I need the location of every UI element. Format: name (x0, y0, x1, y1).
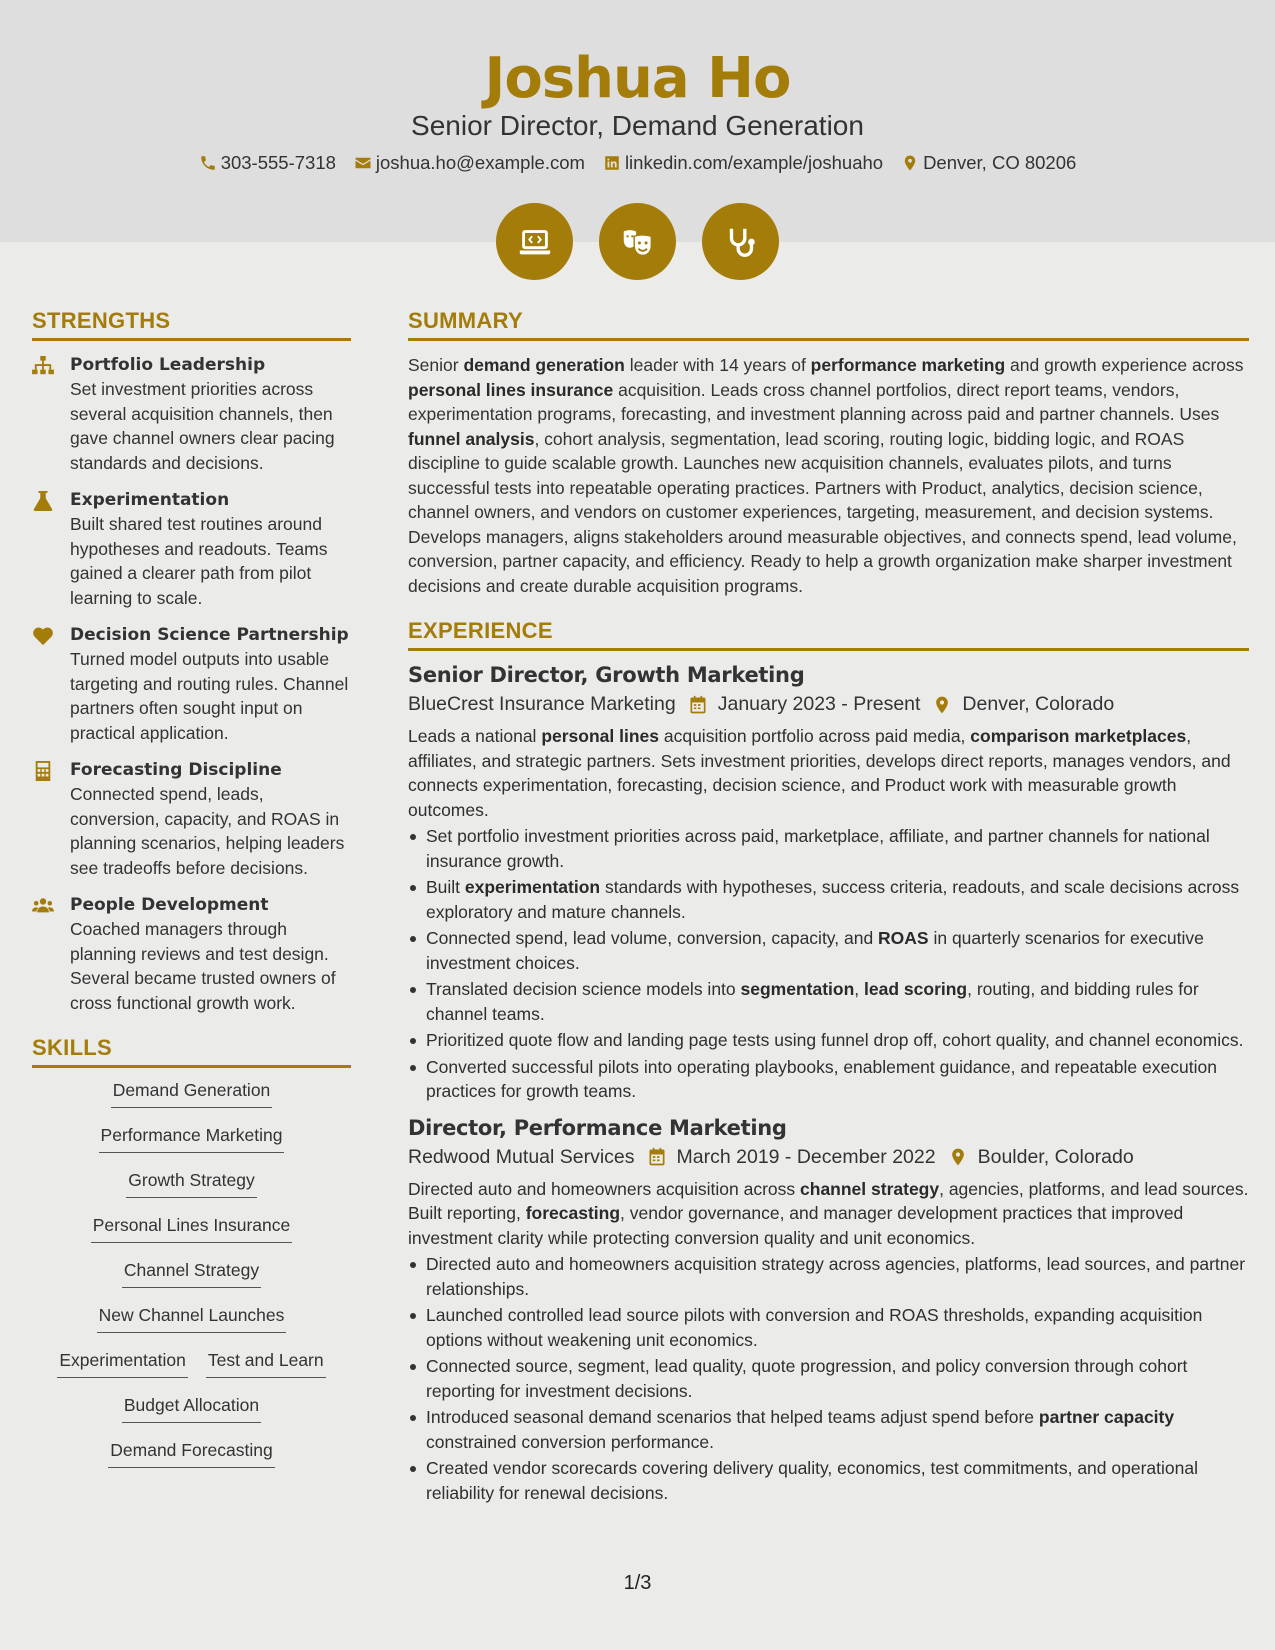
text-run: in quarterly scenarios for executive investment choices. (426, 928, 1204, 973)
strength-item (32, 758, 351, 880)
heart-icon (32, 626, 54, 646)
text-run: acquisition portfolio across paid media, (659, 726, 971, 746)
contact-bar (0, 152, 1275, 174)
job-title: Senior Director, Growth Marketing (408, 663, 805, 687)
strength-text: Coached managers through planning reviews and test design. Several became trusted owners of cross functional growth work. (70, 919, 336, 1013)
skill-tag: New Channel Launches (97, 1305, 287, 1333)
text-run: standards with hypotheses, success criteria, readouts, and scale decisions across exploratory and mature channels. (426, 877, 1240, 922)
skill-tag: Demand Generation (111, 1080, 273, 1108)
skill-row (32, 1080, 351, 1125)
calendar-icon (647, 1147, 667, 1167)
job-bullet (408, 875, 1249, 924)
linkedin-icon (603, 154, 621, 172)
text-run: Directed auto and homeowners acquisition across (408, 1178, 801, 1199)
skill-tag: Experimentation (57, 1350, 187, 1378)
strength-item (32, 893, 351, 1015)
bold-keyword: demand generation (463, 355, 625, 375)
strength-title: Experimentation (70, 490, 230, 510)
laptop-code-icon (516, 223, 554, 261)
strength-text: Turned model outputs into usable targeting and routing rules. Channel partners often sought input on practical application. (70, 649, 349, 743)
bold-keyword: performance marketing (810, 355, 1006, 375)
job-dates (647, 1146, 936, 1169)
skill-tag: Test and Learn (206, 1350, 326, 1378)
calculator-icon (32, 761, 54, 781)
text-run: , routing, and bidding rules for channel teams. (426, 979, 1199, 1024)
strength-text: Set investment priorities across several acquisition channels, then gave channel owners clear pacing standards and decisions. (70, 379, 335, 473)
calendar-icon (688, 695, 708, 715)
skills-list (32, 1080, 351, 1485)
bold-keyword: comparison marketplaces (970, 726, 1187, 746)
job-entry (408, 661, 1249, 1104)
job-description (408, 724, 1249, 822)
contact-phone[interactable] (199, 152, 336, 174)
text-run: Prioritized quote flow and landing page tests using funnel drop off, cohort quality, and channel economics. (426, 1030, 1244, 1050)
bold-keyword: personal lines (541, 726, 659, 746)
job-bullet (408, 1028, 1249, 1053)
strength-text: Built shared test routines around hypotheses and readouts. Teams gained a clearer path from pilot learning to scale. (70, 514, 328, 608)
job-bullet (408, 977, 1249, 1026)
strength-title: Decision Science Partnership (70, 625, 349, 645)
job-bullets (408, 1252, 1249, 1505)
skill-tag: Growth Strategy (126, 1170, 256, 1198)
experience-heading: EXPERIENCE (408, 618, 1249, 651)
text-run: Introduced seasonal demand scenarios that helped teams adjust spend before (426, 1407, 1039, 1427)
job-bullet (408, 1405, 1249, 1454)
people-icon (32, 896, 54, 916)
job-location-text: Denver, Colorado (962, 693, 1115, 715)
skill-row (32, 1125, 351, 1170)
candidate-title: Senior Director, Demand Generation (411, 110, 864, 141)
bold-keyword: segmentation (740, 979, 855, 999)
text-run: , affiliates, and strategic partners. Sets investment priorities, develops direct reports, manages vendors, and connects experimentation, forecasting, decision science, and Product work with measurable growth outcomes. (408, 726, 1231, 820)
bold-keyword: channel strategy (800, 1178, 940, 1199)
bold-keyword: lead scoring (864, 979, 968, 999)
text-run: Connected source, segment, lead quality, quote progression, and policy conversion through cohort reporting for investment decisions. (426, 1356, 1188, 1401)
text-run: Built (426, 877, 465, 897)
skill-row (32, 1440, 351, 1485)
job-location-text: Boulder, Colorado (977, 1145, 1134, 1168)
contact-phone-text: 303-555-7318 (220, 152, 336, 173)
job-bullet (408, 1055, 1249, 1104)
strength-title: Forecasting Discipline (70, 760, 282, 780)
text-run: , vendor governance, and manager development practices that improved investment clarity while protecting conversion quality and unit economics. (408, 1203, 1184, 1248)
job-meta (408, 693, 1249, 716)
skill-row (32, 1395, 351, 1440)
contact-email-text: joshua.ho@example.com (375, 152, 585, 173)
experience-list (408, 661, 1249, 1505)
text-run: , (854, 979, 865, 999)
strength-text: Connected spend, leads, conversion, capacity, and ROAS in planning scenarios, helping leaders see tradeoffs before decisions. (70, 784, 345, 878)
job-dates (688, 693, 921, 716)
job-meta (408, 1146, 1249, 1169)
job-bullet (408, 1354, 1249, 1403)
strength-title: Portfolio Leadership (70, 355, 266, 375)
skills-heading: SKILLS (32, 1035, 351, 1068)
company-name: BlueCrest Insurance Marketing (408, 693, 676, 715)
contact-location (901, 152, 1076, 174)
candidate-name: Joshua Ho (484, 46, 791, 111)
skill-row (32, 1170, 351, 1215)
job-bullets (408, 824, 1249, 1104)
contact-email[interactable] (354, 152, 585, 174)
phone-icon (199, 154, 217, 172)
location-icon (932, 695, 952, 715)
skill-tag: Channel Strategy (122, 1260, 261, 1288)
theater-masks-icon (619, 223, 657, 261)
job-entry (408, 1114, 1249, 1506)
text-run: , cohort analysis, segmentation, lead scoring, routing logic, bidding logic, and ROAS discipline to guide scalable growth. Launches new acquisition channels, evaluates pilots, and turns successful tests into repeatable operating practices. Partners with Product, analytics, decision science, channel owners, and vendors on customer experiences, targeting, measurement, and decision systems. Develops managers, aligns stakeholders around measurable objectives, and connects spend, lead volume, conversion, partner capacity, and efficiency. Ready to help a growth organization make sharper investment decisions and create durable acquisition programs. (408, 428, 1237, 596)
badge-stethoscope (702, 203, 779, 280)
bold-keyword: forecasting (525, 1203, 621, 1223)
job-bullet (408, 1456, 1249, 1505)
job-bullet (408, 1252, 1249, 1301)
text-run: Senior (408, 355, 464, 375)
text-run: constrained conversion performance. (426, 1431, 714, 1452)
job-title: Director, Performance Marketing (408, 1115, 787, 1140)
text-run: Launched controlled lead source pilots with conversion and ROAS thresholds, expanding acquisition options without weakening unit economics. (426, 1305, 1203, 1350)
text-run: Translated decision science models into (426, 979, 741, 999)
bold-keyword: ROAS (878, 928, 929, 948)
contact-location-text: Denver, CO 80206 (923, 152, 1077, 173)
text-run: Created vendor scorecards covering delivery quality, economics, test commitments, and operational reliability for renewal decisions. (426, 1458, 1198, 1503)
job-description (408, 1177, 1249, 1251)
skill-tag: Personal Lines Insurance (91, 1215, 292, 1243)
left-column (32, 308, 351, 1485)
text-run: Converted successful pilots into operating playbooks, enablement guidance, and repeatable execution practices for growth teams. (426, 1056, 1217, 1101)
job-dates-text: January 2023 - Present (717, 693, 921, 715)
strengths-heading: STRENGTHS (32, 308, 351, 341)
skill-row (32, 1215, 351, 1260)
text-run: Connected spend, lead volume, conversion, capacity, and (426, 928, 879, 948)
text-run: Directed auto and homeowners acquisition strategy across agencies, platforms, lead sources, and partner relationships. (426, 1254, 1246, 1299)
text-run: acquisition. Leads cross channel portfolios, direct report teams, vendors, experimentation programs, forecasting, and investment planning across paid and partner channels. Uses (408, 379, 1220, 424)
contact-linkedin-text: linkedin.com/example/joshuaho (624, 152, 884, 173)
bold-keyword: partner capacity (1038, 1407, 1175, 1427)
text-run: leader with 14 years of (624, 355, 811, 375)
strength-item (32, 488, 351, 610)
company-name: Redwood Mutual Services (408, 1145, 635, 1168)
badge-masks (599, 203, 676, 280)
job-bullet (408, 926, 1249, 975)
summary-text (408, 353, 1249, 598)
badge-laptop (496, 203, 573, 280)
strength-item (32, 623, 351, 745)
job-bullet (408, 1303, 1249, 1352)
job-dates-text: March 2019 - December 2022 (676, 1145, 936, 1168)
text-run: and growth experience across (1005, 355, 1244, 375)
right-column (408, 308, 1249, 1505)
skill-tag: Budget Allocation (122, 1395, 261, 1423)
org-chart-icon (32, 356, 54, 376)
email-icon (354, 154, 372, 172)
stethoscope-icon (722, 223, 760, 261)
skill-tag: Demand Forecasting (108, 1440, 274, 1468)
job-location (948, 1146, 1134, 1169)
skill-row (32, 1350, 351, 1395)
skill-tag: Performance Marketing (99, 1125, 285, 1153)
text-run: , agencies, platforms, and lead sources. Built reporting, (408, 1178, 1249, 1223)
strength-title: People Development (70, 895, 269, 915)
bold-keyword: experimentation (464, 877, 601, 897)
job-location (932, 693, 1114, 716)
bold-keyword: funnel analysis (408, 428, 535, 449)
text-run: Leads a national (408, 726, 542, 746)
location-icon (948, 1147, 968, 1167)
page-number: 1/3 (623, 1572, 652, 1594)
skill-row (32, 1260, 351, 1305)
summary-heading: SUMMARY (408, 308, 1249, 341)
strength-item (32, 353, 351, 475)
job-bullet (408, 824, 1249, 873)
location-icon (901, 154, 919, 172)
skill-row (32, 1305, 351, 1350)
interest-badges (0, 203, 1275, 280)
flask-icon (32, 491, 54, 511)
text-run: Set portfolio investment priorities across paid, marketplace, affiliate, and partner channels for national insurance growth. (426, 826, 1210, 871)
contact-linkedin[interactable] (603, 152, 883, 174)
bold-keyword: personal lines insurance (408, 379, 614, 400)
